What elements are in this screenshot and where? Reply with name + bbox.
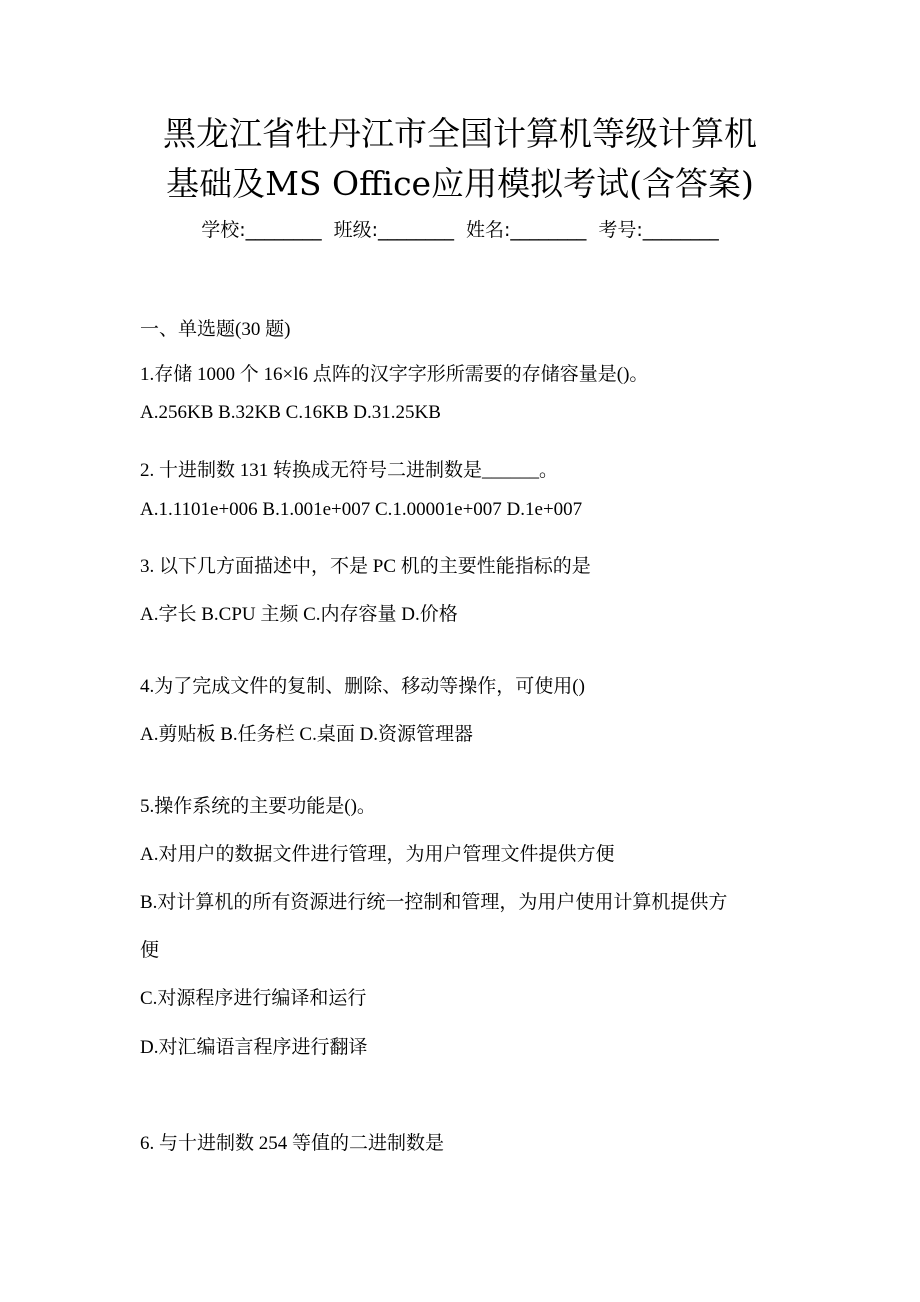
question-2-options: A.1.1101e+006 B.1.001e+007 C.1.00001e+007 D.1e+007 xyxy=(140,499,583,520)
question-3-stem: 3. 以下几方面描述中，不是 PC 机的主要性能指标的是 xyxy=(140,556,591,577)
question-1-stem: 1.存储 1000 个 16×l6 点阵的汉字字形所需要的存储容量是()。 xyxy=(140,364,649,385)
class-field: 班级:________ xyxy=(333,219,454,241)
question-5-stem: 5.操作系统的主要功能是()。 xyxy=(140,796,376,817)
question-3-options: A.字长 B.CPU 主频 C.内存容量 D.价格 xyxy=(140,604,458,625)
question-4-stem: 4.为了完成文件的复制、删除、移动等操作，可使用() xyxy=(140,676,585,697)
document-title-line-1: 黑龙江省牡丹江市全国计算机等级计算机 xyxy=(163,114,757,153)
question-5-option-a: A.对用户的数据文件进行管理，为用户管理文件提供方便 xyxy=(140,844,615,865)
question-4-options: A.剪贴板 B.任务栏 C.桌面 D.资源管理器 xyxy=(140,724,474,745)
name-field: 姓名:________ xyxy=(466,219,587,241)
document-title-line-2: 基础及MS Office应用模拟考试(含答案) xyxy=(166,164,754,203)
question-5-option-c: C.对源程序进行编译和运行 xyxy=(140,988,367,1009)
section-heading: 一、单选题(30 题) xyxy=(140,319,291,340)
question-5-option-b-continued: 便 xyxy=(140,940,160,961)
student-info-line xyxy=(0,216,920,244)
question-6-stem: 6. 与十进制数 254 等值的二进制数是 xyxy=(140,1133,445,1154)
exam-number-field: 考号:________ xyxy=(598,219,719,241)
question-2-stem: 2. 十进制数 131 转换成无符号二进制数是______。 xyxy=(140,460,559,481)
question-5-option-d: D.对汇编语言程序进行翻译 xyxy=(140,1037,368,1058)
school-field: 学校:________ xyxy=(201,219,322,241)
question-5-option-b: B.对计算机的所有资源进行统一控制和管理，为用户使用计算机提供方 xyxy=(140,892,728,913)
question-1-options: A.256KB B.32KB C.16KB D.31.25KB xyxy=(140,402,441,423)
